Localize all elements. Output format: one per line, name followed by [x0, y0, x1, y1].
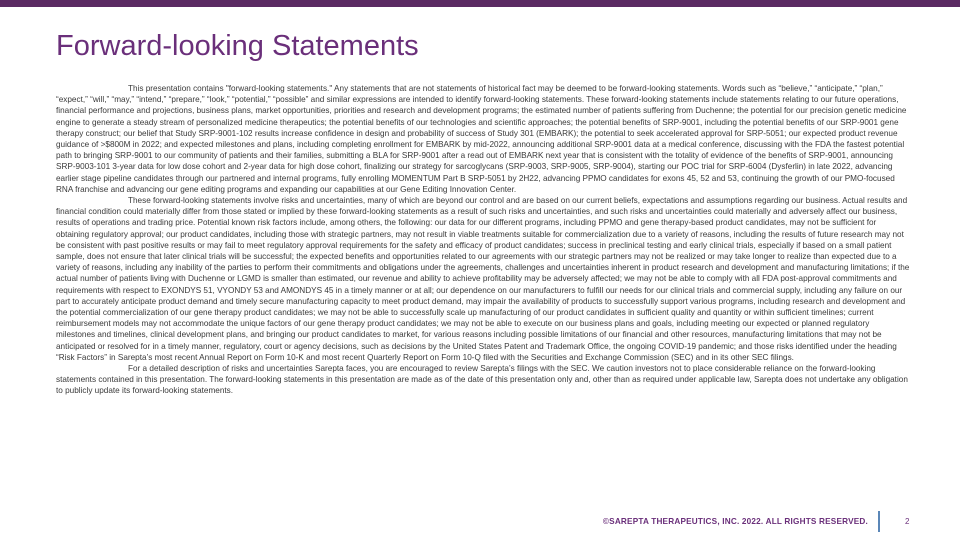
- paragraph-closing: For a detailed description of risks and uncertainties Sarepta faces, you are encouraged to review Sarepta’s filings with the SEC. We caution investors not to place considerable reliance on the forward-looking statements contained in this presentation. The forward-looking statements in this presentation are made as of the date of this presentation only and, other than as required under applicable law, Sarepta does not undertake any obligation to publicly update its forward-looking statements.: [56, 364, 908, 396]
- paragraph-intro: This presentation contains "forward-looking statements." Any statements that are not statements of historical fact may be deemed to be forward-looking statements. Words such as “believe,” “anticipate,” “plan,” “expect,” “will,” “may,” “intend,” “prepare,” “look,” “potential,” “possible” and similar expressions are intended to identify forward-looking statements. These forward-looking statements include statements relating to our future operations, financial performance and projections, business plans, market opportunities, priorities and research and development programs; the estimated number of patients suffering from Duchenne; the potential for our precision genetic medicine engine to generate a steady stream of personalized medicine therapeutics; the potential benefits of our technologies and scientific approaches; the potential benefits of SRP-9001, including the potential benefits of our SRP-9001 gene therapy construct; our belief that Study SRP-9001-102 results increase confidence in design and probability of success of Study 301 (EMBARK); the potential to seek accelerated approval for SRP-5051; our expected product revenue guidance of >$800M in 2022; and expected milestones and plans, including completing enrollment for EMBARK by mid-2022, announcing additional SRP-9001 data at a medical conference, discussing with the FDA the fastest potential path to bringing SRP-9001 to our community of patients and their families, submitting a BLA for SRP-9001 after a read out of EMBARK next year that is consistent with the totality of evidence of the benefits of SRP-9001, announcing SRP-9003-101 3-year data for low dose cohort and 2-year data for high dose cohort, finalizing our strategy for sarcoglycans (SRP-9003, SRP-9005, SRP-9004), starting our POC trial for SRP-6004 (Dysferlin) in late 2022, advancing earlier stage pipeline candidates through our partnered and internal programs, fully enrolling MOMENTUM Part B SRP-5051 by 2H22, advancing PPMO candidates for exons 45, 52 and 53, continuing the growth of our PMO-focused RNA franchise and advancing our gene editing programs and expanding our capabilities at our Gene Editing Innovation Center.: [56, 84, 907, 194]
- footer-copyright: ©SAREPTA THERAPEUTICS, INC. 2022. ALL RIGHTS RESERVED.: [602, 517, 868, 526]
- slide-title: Forward-looking Statements: [56, 30, 419, 62]
- disclaimer-body: [56, 83, 910, 397]
- paragraph-risks: These forward-looking statements involve risks and uncertainties, many of which are beyond our control and are based on our current beliefs, expectations and assumptions regarding our business. Actual results and financial condition could materially differ from those stated or implied by these forward-looking statements as a result of such risks and uncertainties, and such risks and uncertainties could materially and adversely affect our business, results of operations and trading price. Potential known risk factors include, among others, the following: our data for our different programs, including PPMO and gene therapy-based product candidates, may not be sufficient for obtaining regulatory approval; our product candidates, including those with strategic partners, may not result in viable treatments suitable for commercialization due to a variety of reasons, including the results of future research may not be consistent with past positive results or may fail to meet regulatory approval requirements for the safety and efficacy of product candidates; success in preclinical testing and early clinical trials, especially if based on a small patient sample, does not ensure that later clinical trials will be successful; the expected benefits and opportunities related to our agreements with our strategic partners may not be realized or may take longer to realize than expected due to a variety of reasons, including any inability of the parties to perform their commitments and obligations under the agreements, challenges and uncertainties inherent in product research and development and manufacturing limitations; if the actual number of patients living with Duchenne or LGMD is smaller than estimated, our revenue and ability to achieve profitability may be adversely affected; we may not be able to comply with all FDA post-approval commitments and requirements with respect to EXONDYS 51, VYONDY 53 and AMONDYS 45 in a timely manner or at all; our dependence on our manufacturers to fulfill our needs for our clinical trials and commercial supply, including any failure on our part to accurately anticipate product demand and timely secure manufacturing capacity to meet product demand, may impair the availability of products to successfully support various programs, including research and development and the potential commercialization of our gene therapy product candidates; we may not be able to successfully scale up manufacturing of our product candidates in sufficient quality and quantity or within sufficient timelines; current reimbursement models may not accommodate the unique factors of our gene therapy product candidates; we may not be able to execute on our business plans and goals, including meeting our expected or planned regulatory milestones and timelines, clinical development plans, and bringing our product candidates to market, for various reasons including possible limitations of our financial and other resources, manufacturing limitations that may not be anticipated or resolved for in a timely manner, regulatory, court or agency decisions, such as decisions by the United States Patent and Trademark Office, the ongoing COVID-19 pandemic; and those risks identified under the heading “Risk Factors” in Sarepta’s most recent Annual Report on Form 10-K and most recent Quarterly Report on Form 10-Q filed with the Securities and Exchange Commission (SEC) and in its other SEC filings.: [56, 196, 910, 362]
- top-accent-bar: [0, 0, 960, 7]
- footer-divider: [878, 511, 880, 532]
- page-number: 2: [905, 517, 910, 526]
